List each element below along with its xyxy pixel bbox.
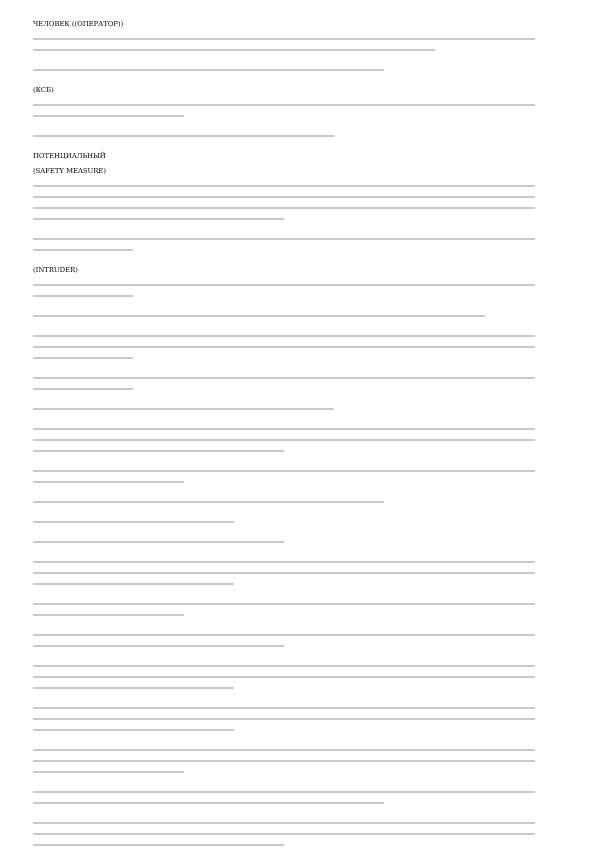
text-fragment: (КСБ) [33, 86, 54, 94]
paragraph [33, 600, 535, 620]
text-fragment: (INTRUDER) [33, 266, 78, 274]
paragraph [33, 467, 535, 487]
paragraph [33, 538, 535, 547]
paragraph [33, 425, 535, 456]
paragraph [33, 35, 535, 55]
paragraph [33, 374, 535, 394]
paragraph [33, 281, 535, 301]
paragraph [33, 518, 535, 527]
text-fragment: ЧЕЛОВЕК ((ОПЕРАТОР)) [33, 20, 124, 28]
paragraph [33, 631, 535, 651]
text-fragment: ПОТЕНЦИАЛЬНЫЙ [33, 152, 106, 160]
paragraph [33, 235, 535, 255]
paragraph [33, 332, 535, 363]
paragraph [33, 182, 535, 224]
paragraph [33, 788, 535, 808]
paragraph [33, 66, 535, 75]
paragraph [33, 558, 535, 589]
text-fragment: (SAFETY MEASURE) [33, 167, 107, 175]
paragraph [33, 312, 535, 321]
paragraph [33, 101, 535, 121]
paragraph [33, 746, 535, 777]
paragraph [33, 132, 535, 141]
paragraph [33, 405, 535, 414]
paragraph [33, 662, 535, 693]
paragraph [33, 498, 535, 507]
paragraph [33, 819, 535, 850]
paragraph [33, 704, 535, 735]
